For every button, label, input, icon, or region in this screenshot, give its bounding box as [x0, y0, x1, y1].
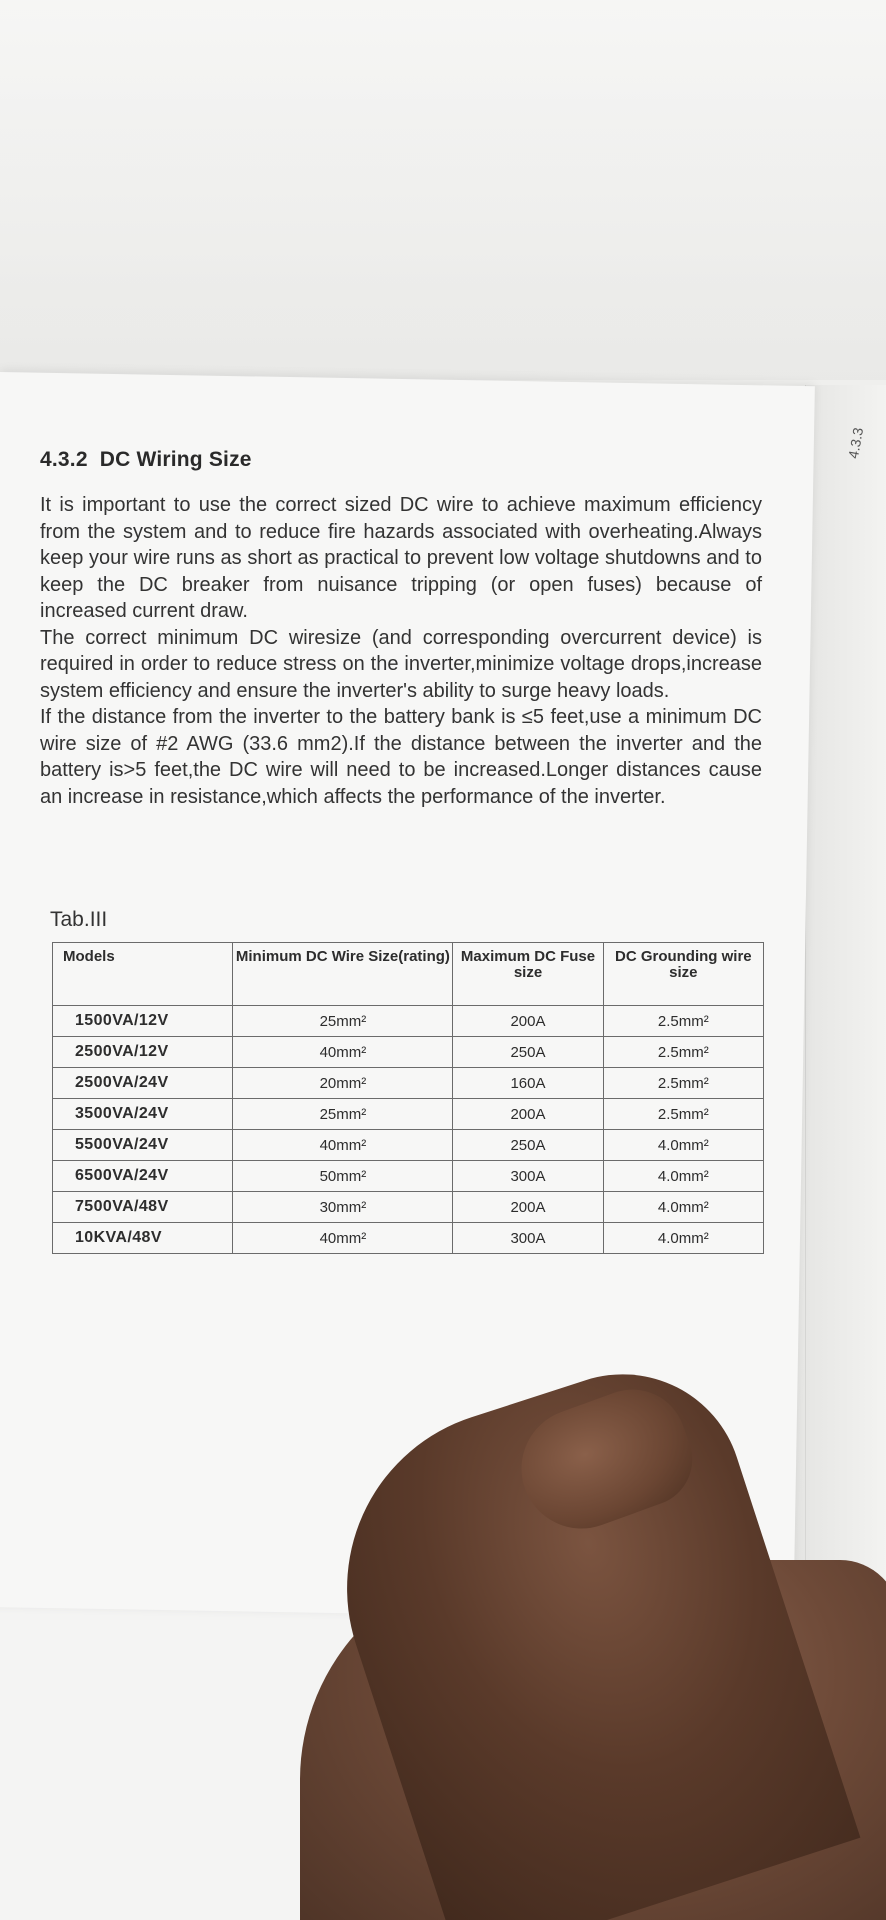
cell-max-fuse: 300A	[453, 1161, 603, 1192]
cell-model: 10KVA/48V	[53, 1223, 233, 1254]
cell-model: 6500VA/24V	[53, 1161, 233, 1192]
background-wall	[0, 0, 886, 380]
cell-max-fuse: 250A	[453, 1130, 603, 1161]
cell-max-fuse: 200A	[453, 1099, 603, 1130]
section-title: DC Wiring Size	[99, 448, 252, 471]
cell-grounding: 2.5mm²	[603, 1099, 763, 1130]
cell-grounding: 4.0mm²	[603, 1161, 763, 1192]
header-grounding: DC Grounding wire size	[603, 943, 763, 1006]
table-row	[53, 1223, 764, 1254]
body-text	[40, 492, 762, 810]
cell-model: 1500VA/12V	[53, 1006, 233, 1037]
table-header-row	[53, 943, 764, 1006]
cell-grounding: 4.0mm²	[603, 1192, 763, 1223]
table-row	[53, 1161, 764, 1192]
cell-min-wire: 50mm²	[233, 1161, 453, 1192]
cell-min-wire: 25mm²	[233, 1006, 453, 1037]
section-number: 4.3.2	[40, 448, 88, 471]
header-min-wire: Minimum DC Wire Size(rating)	[233, 943, 453, 1006]
cell-model: 5500VA/24V	[53, 1130, 233, 1161]
cell-max-fuse: 200A	[453, 1192, 603, 1223]
cell-min-wire: 20mm²	[233, 1068, 453, 1099]
cell-model: 2500VA/12V	[53, 1037, 233, 1068]
cell-min-wire: 30mm²	[233, 1192, 453, 1223]
table-row	[53, 1130, 764, 1161]
cell-max-fuse: 300A	[453, 1223, 603, 1254]
cell-grounding: 4.0mm²	[603, 1223, 763, 1254]
table-row	[53, 1006, 764, 1037]
paragraph-2: The correct minimum DC wiresize (and corresponding overcurrent device) is required in order to reduce stress on the inverter,minimize voltage drops,increase system efficiency and ensure the inverter's ability to surge heavy loads.	[40, 626, 762, 702]
dc-wiring-table	[52, 942, 764, 1254]
cell-min-wire: 40mm²	[233, 1223, 453, 1254]
cell-grounding: 4.0mm²	[603, 1130, 763, 1161]
cell-max-fuse: 160A	[453, 1068, 603, 1099]
cell-model: 2500VA/24V	[53, 1068, 233, 1099]
section-heading	[40, 448, 252, 472]
cell-max-fuse: 250A	[453, 1037, 603, 1068]
paragraph-3: If the distance from the inverter to the battery bank is ≤5 feet,use a minimum DC wire size of #2 AWG (33.6 mm2).If the distance between the inverter and the battery is>5 feet,the DC wire will need to be increased.Longer distances cause an increase in resistance,which affects the performance of the inverter.	[40, 706, 762, 808]
next-page-edge	[805, 385, 886, 1625]
header-models: Models	[53, 943, 233, 1006]
table-row	[53, 1099, 764, 1130]
cell-grounding: 2.5mm²	[603, 1037, 763, 1068]
table-row	[53, 1068, 764, 1099]
table-row	[53, 1037, 764, 1068]
header-max-fuse: Maximum DC Fuse size	[453, 943, 603, 1006]
next-page-section-number: 4.3.3	[844, 426, 867, 460]
table-row	[53, 1192, 764, 1223]
table-label: Tab.III	[50, 908, 108, 931]
cell-min-wire: 40mm²	[233, 1037, 453, 1068]
cell-min-wire: 25mm²	[233, 1099, 453, 1130]
cell-grounding: 2.5mm²	[603, 1068, 763, 1099]
cell-min-wire: 40mm²	[233, 1130, 453, 1161]
cell-max-fuse: 200A	[453, 1006, 603, 1037]
cell-model: 7500VA/48V	[53, 1192, 233, 1223]
cell-grounding: 2.5mm²	[603, 1006, 763, 1037]
paragraph-1: It is important to use the correct sized DC wire to achieve maximum efficiency from the system and to reduce fire hazards associated with overheating.Always keep your wire runs as short as practical to prevent low voltage shutdowns and to keep the DC breaker from nuisance tripping (or open fuses) because of increased current draw.	[40, 494, 762, 622]
cell-model: 3500VA/24V	[53, 1099, 233, 1130]
